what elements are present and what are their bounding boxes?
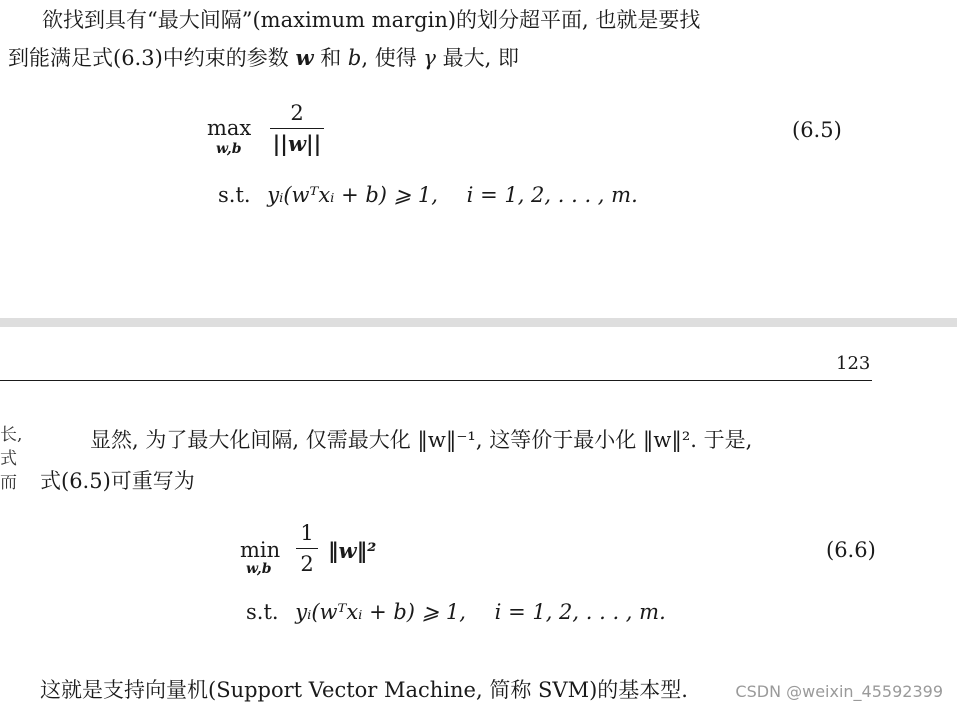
- symbol-b: b: [347, 46, 362, 70]
- eq66-numerator: 1: [300, 521, 314, 545]
- eq66-constraint-line: [246, 600, 666, 624]
- eq66-constraint: yᵢ(wᵀxᵢ + b) ⩾ 1,: [295, 600, 466, 624]
- eq65-constraint: yᵢ(wᵀxᵢ + b) ⩾ 1,: [267, 183, 438, 207]
- fraction-bar: [270, 128, 324, 129]
- margin-glyph: 而: [0, 473, 17, 493]
- eq65-number: (6.5): [792, 118, 842, 142]
- symbol-gamma: γ: [423, 46, 436, 70]
- page-separator: [0, 318, 957, 327]
- eq65-constraint-line: [218, 183, 638, 207]
- eq65-st: s.t.: [218, 183, 251, 207]
- eq66-operator-subscript: w,b: [246, 561, 272, 577]
- lower-page: [0, 327, 957, 713]
- paragraph-text: , 使得: [361, 46, 424, 70]
- margin-glyph: 式: [0, 449, 17, 469]
- fraction-bar: [296, 548, 318, 549]
- paragraph-line-1: 欲找到具有“最大间隔”(maximum margin)的划分超平面, 也就是要找: [42, 8, 701, 32]
- paragraph-text: 最大, 即: [435, 46, 519, 70]
- paragraph-line-5: 这就是支持向量机(Support Vector Machine, 简称 SVM)的基本型.: [40, 678, 688, 702]
- page-number: 123: [836, 353, 871, 374]
- eq66-operator: min: [240, 538, 281, 562]
- symbol-w: w: [295, 45, 314, 70]
- margin-glyph: 长,: [0, 425, 23, 445]
- eq65-operator: max: [207, 116, 252, 140]
- eq66-range: i = 1, 2, . . . , m.: [494, 600, 666, 624]
- eq65-operator-subscript: w,b: [216, 141, 242, 157]
- csdn-watermark: CSDN @weixin_45592399: [735, 682, 943, 701]
- eq66-denominator: 2: [300, 552, 314, 576]
- eq66-norm: ‖w‖²: [328, 538, 377, 563]
- paragraph-text: 到能满足式(6.3)中约束的参数: [8, 46, 296, 70]
- eq65-numerator: 2: [290, 101, 304, 125]
- paragraph-text: 和: [313, 46, 348, 70]
- eq65-denominator: ||w||: [272, 131, 322, 156]
- eq66-number: (6.6): [826, 538, 876, 562]
- paragraph-line-3: 显然, 为了最大化间隔, 仅需最大化 ‖w‖⁻¹, 这等价于最小化 ‖w‖². 于是,: [90, 428, 753, 452]
- eq65-range: i = 1, 2, . . . , m.: [466, 183, 638, 207]
- paragraph-line-2: [8, 42, 519, 72]
- eq65-fraction: [270, 100, 324, 157]
- paragraph-line-4: 式(6.5)可重写为: [40, 469, 195, 493]
- eq66-st: s.t.: [246, 600, 279, 624]
- header-rule: [0, 380, 872, 381]
- eq66-fraction: [296, 520, 318, 577]
